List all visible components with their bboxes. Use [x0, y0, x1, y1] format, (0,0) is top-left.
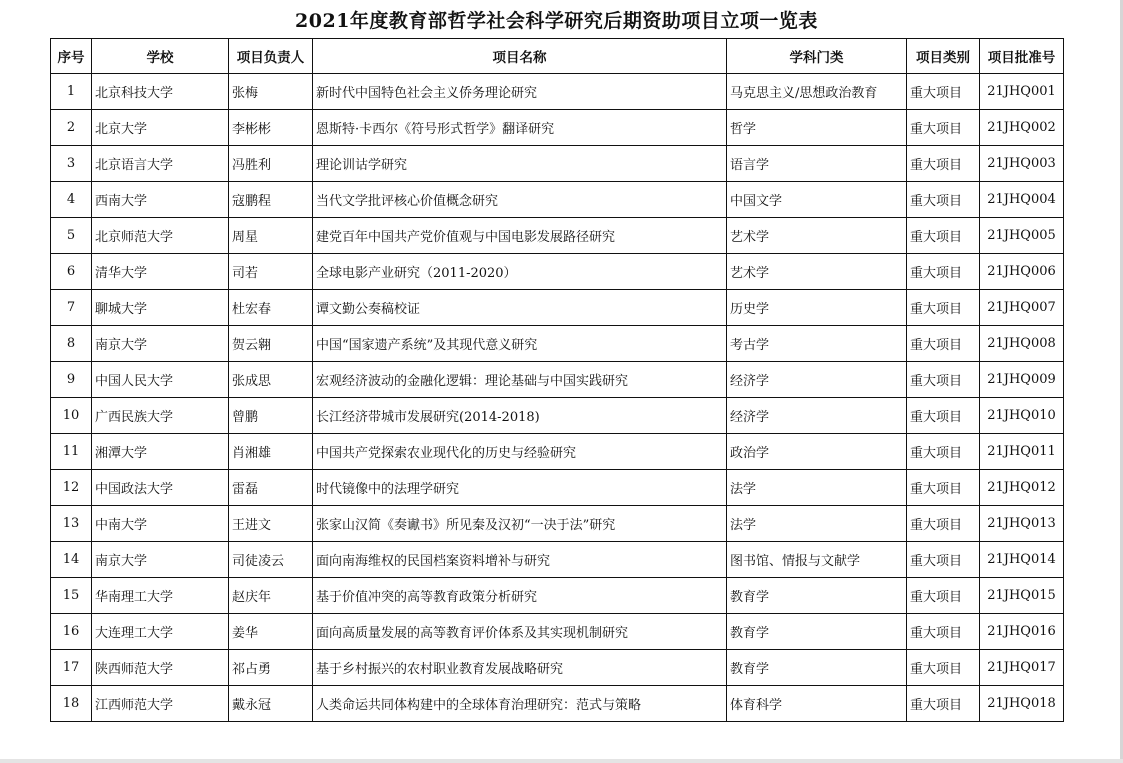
- cell-leader: 姜华: [229, 614, 313, 650]
- cell-index: 2: [51, 110, 92, 146]
- table-row: [51, 470, 1064, 506]
- cell-school: 北京科技大学: [92, 74, 229, 110]
- cell-approval-number: 21JHQ010: [980, 398, 1064, 434]
- cell-leader: 贺云翱: [229, 326, 313, 362]
- cell-index: 6: [51, 254, 92, 290]
- cell-project-name: 全球电影产业研究（2011-2020）: [313, 254, 727, 290]
- cell-project-name: 基于乡村振兴的农村职业教育发展战略研究: [313, 650, 727, 686]
- cell-school: 华南理工大学: [92, 578, 229, 614]
- cell-leader: 司若: [229, 254, 313, 290]
- cell-approval-number: 21JHQ003: [980, 146, 1064, 182]
- cell-leader: 曾鹏: [229, 398, 313, 434]
- cell-discipline: 考古学: [727, 326, 907, 362]
- cell-school: 江西师范大学: [92, 686, 229, 722]
- table-row: [51, 218, 1064, 254]
- cell-leader: 杜宏春: [229, 290, 313, 326]
- table-row: [51, 650, 1064, 686]
- cell-school: 中国人民大学: [92, 362, 229, 398]
- cell-school: 大连理工大学: [92, 614, 229, 650]
- cell-discipline: 马克思主义/思想政治教育: [727, 74, 907, 110]
- header-school: 学校: [92, 39, 229, 74]
- cell-project-name: 宏观经济波动的金融化逻辑：理论基础与中国实践研究: [313, 362, 727, 398]
- table-row: [51, 434, 1064, 470]
- cell-category: 重大项目: [907, 182, 980, 218]
- cell-category: 重大项目: [907, 146, 980, 182]
- cell-category: 重大项目: [907, 362, 980, 398]
- cell-project-name: 基于价值冲突的高等教育政策分析研究: [313, 578, 727, 614]
- table-row: [51, 254, 1064, 290]
- cell-leader: 司徒凌云: [229, 542, 313, 578]
- cell-index: 4: [51, 182, 92, 218]
- cell-project-name: 长江经济带城市发展研究(2014-2018): [313, 398, 727, 434]
- cell-school: 南京大学: [92, 542, 229, 578]
- cell-project-name: 中国共产党探索农业现代化的历史与经验研究: [313, 434, 727, 470]
- page-edge: [0, 759, 1123, 763]
- header-row: [51, 39, 1064, 74]
- cell-school: 西南大学: [92, 182, 229, 218]
- cell-approval-number: 21JHQ014: [980, 542, 1064, 578]
- table-row: [51, 398, 1064, 434]
- cell-index: 9: [51, 362, 92, 398]
- table-row: [51, 74, 1064, 110]
- cell-discipline: 法学: [727, 506, 907, 542]
- cell-school: 南京大学: [92, 326, 229, 362]
- cell-school: 中国政法大学: [92, 470, 229, 506]
- cell-school: 北京师范大学: [92, 218, 229, 254]
- cell-project-name: 恩斯特·卡西尔《符号形式哲学》翻译研究: [313, 110, 727, 146]
- cell-discipline: 语言学: [727, 146, 907, 182]
- cell-category: 重大项目: [907, 470, 980, 506]
- cell-index: 5: [51, 218, 92, 254]
- cell-category: 重大项目: [907, 434, 980, 470]
- cell-project-name: 时代镜像中的法理学研究: [313, 470, 727, 506]
- cell-project-name: 人类命运共同体构建中的全球体育治理研究：范式与策略: [313, 686, 727, 722]
- cell-discipline: 图书馆、情报与文献学: [727, 542, 907, 578]
- cell-category: 重大项目: [907, 398, 980, 434]
- table-row: [51, 182, 1064, 218]
- cell-discipline: 教育学: [727, 650, 907, 686]
- cell-project-name: 张家山汉简《奏谳书》所见秦及汉初“一决于法”研究: [313, 506, 727, 542]
- table-row: [51, 542, 1064, 578]
- cell-index: 10: [51, 398, 92, 434]
- cell-leader: 祁占勇: [229, 650, 313, 686]
- cell-school: 湘潭大学: [92, 434, 229, 470]
- cell-school: 北京大学: [92, 110, 229, 146]
- cell-approval-number: 21JHQ011: [980, 434, 1064, 470]
- cell-approval-number: 21JHQ002: [980, 110, 1064, 146]
- cell-discipline: 经济学: [727, 398, 907, 434]
- cell-category: 重大项目: [907, 74, 980, 110]
- cell-category: 重大项目: [907, 218, 980, 254]
- cell-discipline: 体育科学: [727, 686, 907, 722]
- cell-project-name: 新时代中国特色社会主义侨务理论研究: [313, 74, 727, 110]
- cell-approval-number: 21JHQ005: [980, 218, 1064, 254]
- cell-leader: 冯胜利: [229, 146, 313, 182]
- cell-approval-number: 21JHQ017: [980, 650, 1064, 686]
- cell-leader: 王进文: [229, 506, 313, 542]
- cell-discipline: 中国文学: [727, 182, 907, 218]
- cell-discipline: 艺术学: [727, 254, 907, 290]
- cell-leader: 赵庆年: [229, 578, 313, 614]
- header-approval-number: 项目批准号: [980, 39, 1064, 74]
- cell-category: 重大项目: [907, 614, 980, 650]
- cell-school: 陕西师范大学: [92, 650, 229, 686]
- cell-leader: 周星: [229, 218, 313, 254]
- table-row: [51, 110, 1064, 146]
- cell-index: 15: [51, 578, 92, 614]
- cell-discipline: 经济学: [727, 362, 907, 398]
- cell-school: 中南大学: [92, 506, 229, 542]
- cell-approval-number: 21JHQ012: [980, 470, 1064, 506]
- cell-school: 北京语言大学: [92, 146, 229, 182]
- cell-project-name: 中国“国家遗产系统”及其现代意义研究: [313, 326, 727, 362]
- cell-leader: 李彬彬: [229, 110, 313, 146]
- cell-index: 17: [51, 650, 92, 686]
- cell-index: 3: [51, 146, 92, 182]
- cell-approval-number: 21JHQ015: [980, 578, 1064, 614]
- cell-index: 11: [51, 434, 92, 470]
- cell-category: 重大项目: [907, 290, 980, 326]
- cell-leader: 寇鹏程: [229, 182, 313, 218]
- cell-index: 12: [51, 470, 92, 506]
- cell-category: 重大项目: [907, 254, 980, 290]
- table-row: [51, 686, 1064, 722]
- cell-index: 7: [51, 290, 92, 326]
- cell-project-name: 面向南海维权的民国档案资料增补与研究: [313, 542, 727, 578]
- header-category: 项目类别: [907, 39, 980, 74]
- cell-approval-number: 21JHQ016: [980, 614, 1064, 650]
- cell-category: 重大项目: [907, 650, 980, 686]
- document-title: 2021年度教育部哲学社会科学研究后期资助项目立项一览表: [295, 10, 818, 32]
- cell-index: 13: [51, 506, 92, 542]
- cell-project-name: 建党百年中国共产党价值观与中国电影发展路径研究: [313, 218, 727, 254]
- cell-project-name: 面向高质量发展的高等教育评价体系及其实现机制研究: [313, 614, 727, 650]
- cell-index: 16: [51, 614, 92, 650]
- cell-approval-number: 21JHQ018: [980, 686, 1064, 722]
- header-index: 序号: [51, 39, 92, 74]
- cell-discipline: 政治学: [727, 434, 907, 470]
- cell-leader: 肖湘雄: [229, 434, 313, 470]
- cell-leader: 张梅: [229, 74, 313, 110]
- cell-category: 重大项目: [907, 110, 980, 146]
- header-leader: 项目负责人: [229, 39, 313, 74]
- table-row: [51, 614, 1064, 650]
- table-row: [51, 506, 1064, 542]
- project-table: [50, 38, 1064, 722]
- table-row: [51, 290, 1064, 326]
- cell-index: 8: [51, 326, 92, 362]
- cell-discipline: 教育学: [727, 578, 907, 614]
- cell-approval-number: 21JHQ008: [980, 326, 1064, 362]
- cell-category: 重大项目: [907, 326, 980, 362]
- cell-discipline: 法学: [727, 470, 907, 506]
- header-project-name: 项目名称: [313, 39, 727, 74]
- cell-category: 重大项目: [907, 578, 980, 614]
- table-header: [51, 39, 1064, 74]
- cell-discipline: 哲学: [727, 110, 907, 146]
- cell-approval-number: 21JHQ009: [980, 362, 1064, 398]
- table-row: [51, 362, 1064, 398]
- cell-approval-number: 21JHQ007: [980, 290, 1064, 326]
- cell-discipline: 历史学: [727, 290, 907, 326]
- cell-approval-number: 21JHQ001: [980, 74, 1064, 110]
- table-row: [51, 326, 1064, 362]
- cell-leader: 雷磊: [229, 470, 313, 506]
- cell-index: 14: [51, 542, 92, 578]
- cell-school: 清华大学: [92, 254, 229, 290]
- cell-approval-number: 21JHQ004: [980, 182, 1064, 218]
- cell-discipline: 艺术学: [727, 218, 907, 254]
- cell-index: 18: [51, 686, 92, 722]
- cell-project-name: 理论训诂学研究: [313, 146, 727, 182]
- cell-approval-number: 21JHQ013: [980, 506, 1064, 542]
- cell-category: 重大项目: [907, 506, 980, 542]
- table-body: [51, 74, 1064, 722]
- cell-leader: 戴永冠: [229, 686, 313, 722]
- table-row: [51, 146, 1064, 182]
- cell-school: 广西民族大学: [92, 398, 229, 434]
- table-row: [51, 578, 1064, 614]
- cell-approval-number: 21JHQ006: [980, 254, 1064, 290]
- cell-school: 聊城大学: [92, 290, 229, 326]
- cell-index: 1: [51, 74, 92, 110]
- cell-project-name: 当代文学批评核心价值概念研究: [313, 182, 727, 218]
- cell-discipline: 教育学: [727, 614, 907, 650]
- cell-category: 重大项目: [907, 686, 980, 722]
- header-discipline: 学科门类: [727, 39, 907, 74]
- cell-project-name: 谭文勤公奏稿校证: [313, 290, 727, 326]
- cell-category: 重大项目: [907, 542, 980, 578]
- cell-leader: 张成思: [229, 362, 313, 398]
